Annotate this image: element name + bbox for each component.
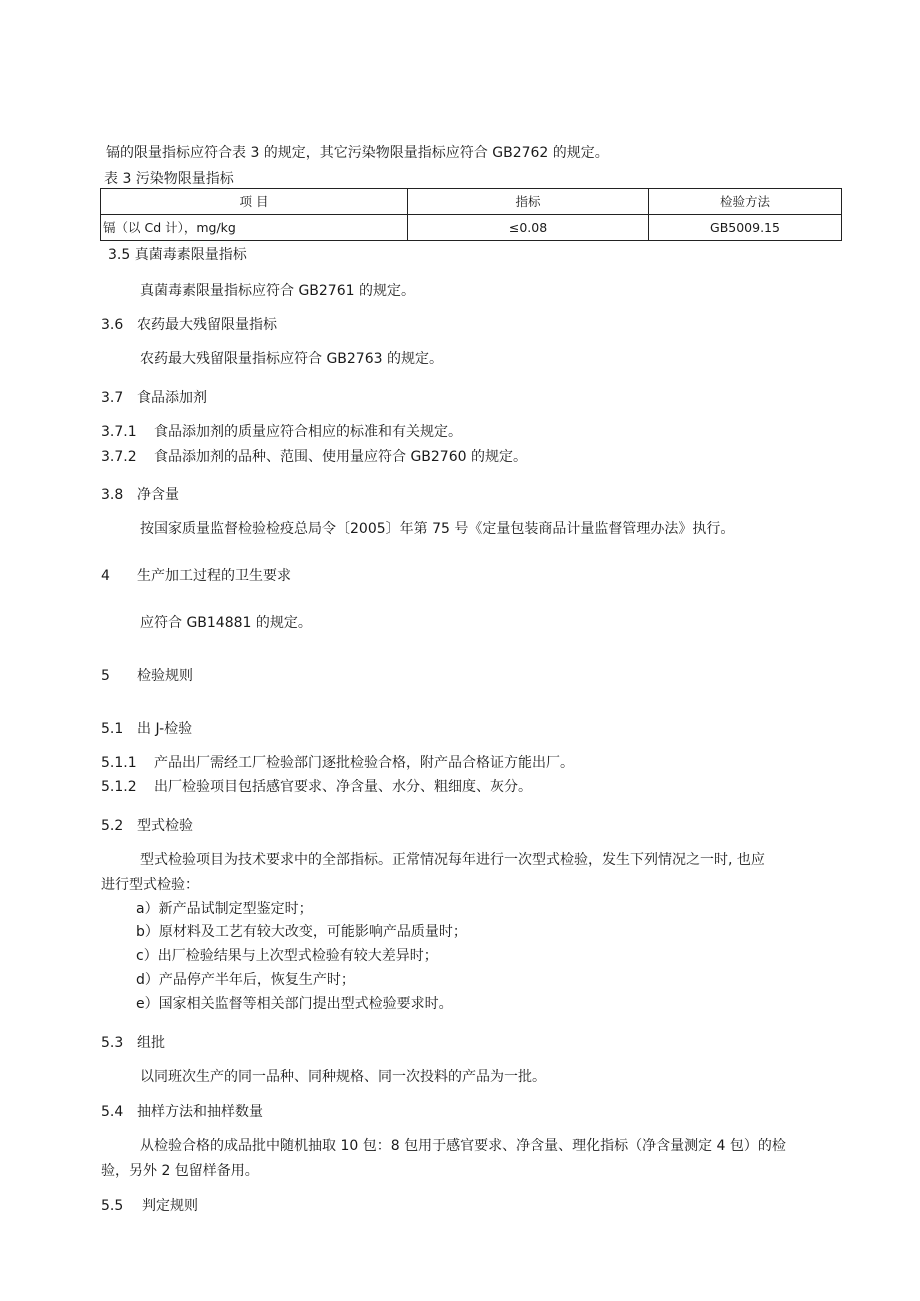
section-body-3-6: 农药最大残留限量指标应符合 GB2763 的规定。 [140, 351, 443, 367]
section-body-3-5: 真菌毒素限量指标应符合 GB2761 的规定。 [140, 283, 415, 299]
table-cell: 镉（以 Cd 计），mg/kg [101, 215, 408, 241]
item-text: 食品添加剂的品种、范围、使用量应符合 GB2760 的规定。 [154, 449, 527, 465]
section-body-3-8: 按国家质量监督检验检疫总局令〔2005〕年第 75 号《定量包装商品计量监督管理办法》执行。 [140, 521, 735, 537]
table-header-cell: 指标 [408, 189, 649, 215]
item-number: 3.7.2 [101, 449, 137, 465]
section-title-3-6: 农药最大残留限量指标 [137, 317, 277, 333]
section-number-3-8: 3.8 [101, 487, 124, 503]
table-cell: GB5009.15 [649, 215, 842, 241]
item-text: 出厂检验项目包括感官要求、净含量、水分、粗细度、灰分。 [154, 779, 532, 795]
item-number: 3.7.1 [101, 424, 137, 440]
table-row [101, 215, 842, 241]
table-header-cell: 项 目 [101, 189, 408, 215]
list-item: d）产品停产半年后，恢复生产时； [136, 972, 355, 988]
section-title-5-2: 型式检验 [137, 818, 193, 834]
section-title-5-4: 抽样方法和抽样数量 [137, 1104, 263, 1120]
section-title-5-1: 出 J-检验 [137, 721, 193, 737]
section-body-5-4: 从检验合格的成品批中随机抽取 10 包：8 包用于感官要求、净含量、理化指标（净含量测定 4 包）的检 [140, 1138, 786, 1154]
item-text: 食品添加剂的质量应符合相应的标准和有关规定。 [154, 424, 462, 440]
table-header-row [101, 189, 842, 215]
section-body-5-2: 型式检验项目为技术要求中的全部指标。正常情况每年进行一次型式检验，发生下列情况之一时, 也应 [140, 852, 765, 868]
item-number: 5.1.2 [101, 779, 137, 795]
section-number-5-1: 5.1 [101, 721, 124, 737]
intro-paragraph: 镉的限量指标应符合表 3 的规定，其它污染物限量指标应符合 GB2762 的规定。 [106, 145, 609, 161]
section-title-3-7: 食品添加剂 [137, 390, 207, 406]
section-number: 3.5 [108, 247, 131, 263]
section-number-5-2: 5.2 [101, 818, 124, 834]
section-number-5: 5 [101, 668, 110, 684]
section-title-5-3: 组批 [137, 1035, 165, 1051]
list-item: e）国家相关监督等相关部门提出型式检验要求时。 [136, 996, 453, 1012]
section-number-3-7: 3.7 [101, 390, 124, 406]
section-number-4: 4 [101, 568, 110, 584]
section-body-5-2-cont: 进行型式检验： [101, 877, 199, 893]
section-number-5-3: 5.3 [101, 1035, 124, 1051]
section-number-5-4: 5.4 [101, 1104, 124, 1120]
list-item: a）新产品试制定型鉴定时； [136, 901, 313, 917]
section-body-4: 应符合 GB14881 的规定。 [140, 615, 312, 631]
table-cell: ≤0.08 [408, 215, 649, 241]
section-title-5-5: 判定规则 [142, 1198, 198, 1214]
list-item: b）原材料及工艺有较大改变，可能影响产品质量时； [136, 924, 467, 940]
item-number: 5.1.1 [101, 755, 137, 771]
section-title: 真菌毒素限量指标 [134, 247, 247, 263]
table-header-cell: 检验方法 [649, 189, 842, 215]
section-title-4: 生产加工过程的卫生要求 [137, 568, 291, 584]
section-heading-3-5 [108, 246, 247, 264]
item-text: 产品出厂需经工厂检验部门逐批检验合格，附产品合格证方能出厂。 [154, 755, 574, 771]
section-number-5-5: 5.5 [101, 1198, 124, 1214]
section-body-5-4-cont: 验，另外 2 包留样备用。 [101, 1163, 259, 1179]
section-title-5: 检验规则 [137, 668, 193, 684]
table-caption: 表 3 污染物限量指标 [104, 171, 234, 187]
section-body-5-3: 以同班次生产的同一品种、同种规格、同一次投料的产品为一批。 [140, 1069, 546, 1085]
pollutant-limit-table [100, 188, 842, 241]
section-number-3-6: 3.6 [101, 317, 124, 333]
list-item: c）出厂检验结果与上次型式检验有较大差异时； [136, 948, 438, 964]
section-title-3-8: 净含量 [137, 487, 179, 503]
